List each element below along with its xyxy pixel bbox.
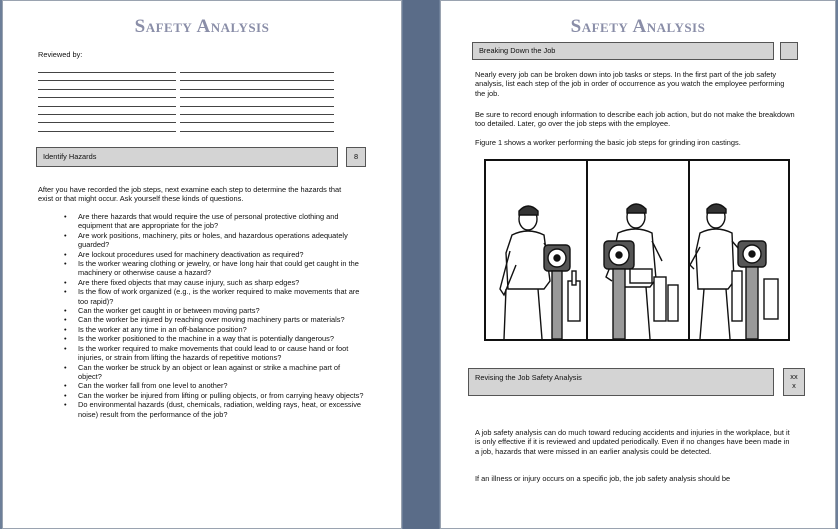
- list-item: • Are there fixed objects that may cause injury, such as sharp edges?: [64, 278, 364, 287]
- revising-para-1: A job safety analysis can do much toward reducing accidents and injuries in the workplace, but it is only effective if it is reviewed and updated periodically. Even if no changes have been made in a job, hazards that were missed in an earlier analysis could be detected.: [475, 428, 790, 456]
- list-item: • Is the worker at any time in an off-balance position?: [64, 325, 364, 334]
- list-item: • Can the worker get caught in or between moving parts?: [64, 306, 364, 315]
- list-item: • Can the worker fall from one level to another?: [64, 381, 364, 390]
- identify-hazards-label: Identify Hazards: [43, 152, 97, 161]
- list-item: • Are work positions, machinery, pits or holes, and hazardous operations adequately guarded?: [64, 231, 364, 250]
- identify-hazards-number: 8: [353, 152, 359, 161]
- reviewed-by-label: Reviewed by:: [38, 50, 83, 59]
- revising-para-2: If an illness or injury occurs on a specific job, the job safety analysis should be: [475, 474, 731, 483]
- list-item: • Can the worker be injured by reaching over moving machinery parts or materials?: [64, 315, 364, 324]
- breaking-down-header: [472, 42, 774, 60]
- breaking-down-para-2: Be sure to record enough information to describe each job action, but do not make the breakdown too detailed. Later, go over the job steps with the employee.: [475, 110, 795, 129]
- reviewer-line[interactable]: [38, 100, 338, 108]
- reviewer-signature-lines[interactable]: [38, 66, 338, 133]
- identify-hazards-header: [36, 147, 338, 167]
- right-page-title: Safety Analysis: [570, 16, 706, 37]
- reviewer-line[interactable]: [38, 125, 338, 133]
- reviewer-line[interactable]: [38, 83, 338, 91]
- list-item: • Is the worker required to make movements that could lead to or cause hand or foot injuries, or strain from lifting the hazards of repetitive motions?: [64, 344, 364, 363]
- list-item: • Can the worker be struck by an object or lean against or strike a machine part of object?: [64, 363, 364, 382]
- revising-header: [468, 368, 774, 396]
- figure-grinding-castings: [484, 159, 790, 341]
- revising-number-box: [783, 368, 805, 396]
- hazard-questions-list: [64, 212, 364, 419]
- list-item: • Is the worker positioned to the machine in a way that is potentially dangerous?: [64, 334, 364, 343]
- breaking-down-para-3: Figure 1 shows a worker performing the basic job steps for grinding iron castings.: [475, 138, 741, 147]
- panel-1-worker: [500, 206, 558, 339]
- revising-number-line-1: xx: [790, 372, 798, 381]
- reviewer-line[interactable]: [38, 116, 338, 124]
- reviewer-line[interactable]: [38, 66, 338, 74]
- list-item: • Are lockout procedures used for machinery deactivation as required?: [64, 250, 364, 259]
- list-item: • Are there hazards that would require the use of personal protective clothing and equipment that are appropriate for the job?: [64, 212, 364, 231]
- list-item: • Do environmental hazards (dust, chemicals, radiation, welding rays, heat, or excessive noise) result from the performance of the job?: [64, 400, 364, 419]
- reviewer-line[interactable]: [38, 91, 338, 99]
- revising-number-line-2: x: [792, 381, 796, 390]
- panel-3-grinder: [732, 241, 778, 339]
- list-item: • Is the worker wearing clothing or jewelry, or have long hair that could get caught in the machinery or otherwise cause a hazard?: [64, 259, 364, 278]
- reviewer-line[interactable]: [38, 108, 338, 116]
- identify-hazards-intro: After you have recorded the job steps, next examine each step to determine the hazards that exist or that might occur. Ask yourself these kinds of questions.: [38, 185, 342, 204]
- identify-hazards-number-box: [346, 147, 366, 167]
- list-item: • Can the worker be injured from lifting or pulling objects, or from carrying heavy objects?: [64, 391, 364, 400]
- worker-grinding-illustration: [486, 161, 788, 339]
- left-page-title: Safety Analysis: [134, 16, 270, 37]
- breaking-down-label: Breaking Down the Job: [479, 46, 556, 55]
- reviewer-line[interactable]: [38, 74, 338, 82]
- breaking-down-number-box: [780, 42, 798, 60]
- page-gutter: [403, 0, 439, 529]
- list-item: • Is the flow of work organized (e.g., is the worker required to make movements that are too rapid)?: [64, 287, 364, 306]
- panel-1-grinder: [544, 245, 580, 339]
- revising-label: Revising the Job Safety Analysis: [475, 373, 582, 382]
- breaking-down-para-1: Nearly every job can be broken down into job tasks or steps. In the first part of the job safety analysis, list each step of the job in order of occurrence as you watch the employee performing the job.: [475, 70, 785, 98]
